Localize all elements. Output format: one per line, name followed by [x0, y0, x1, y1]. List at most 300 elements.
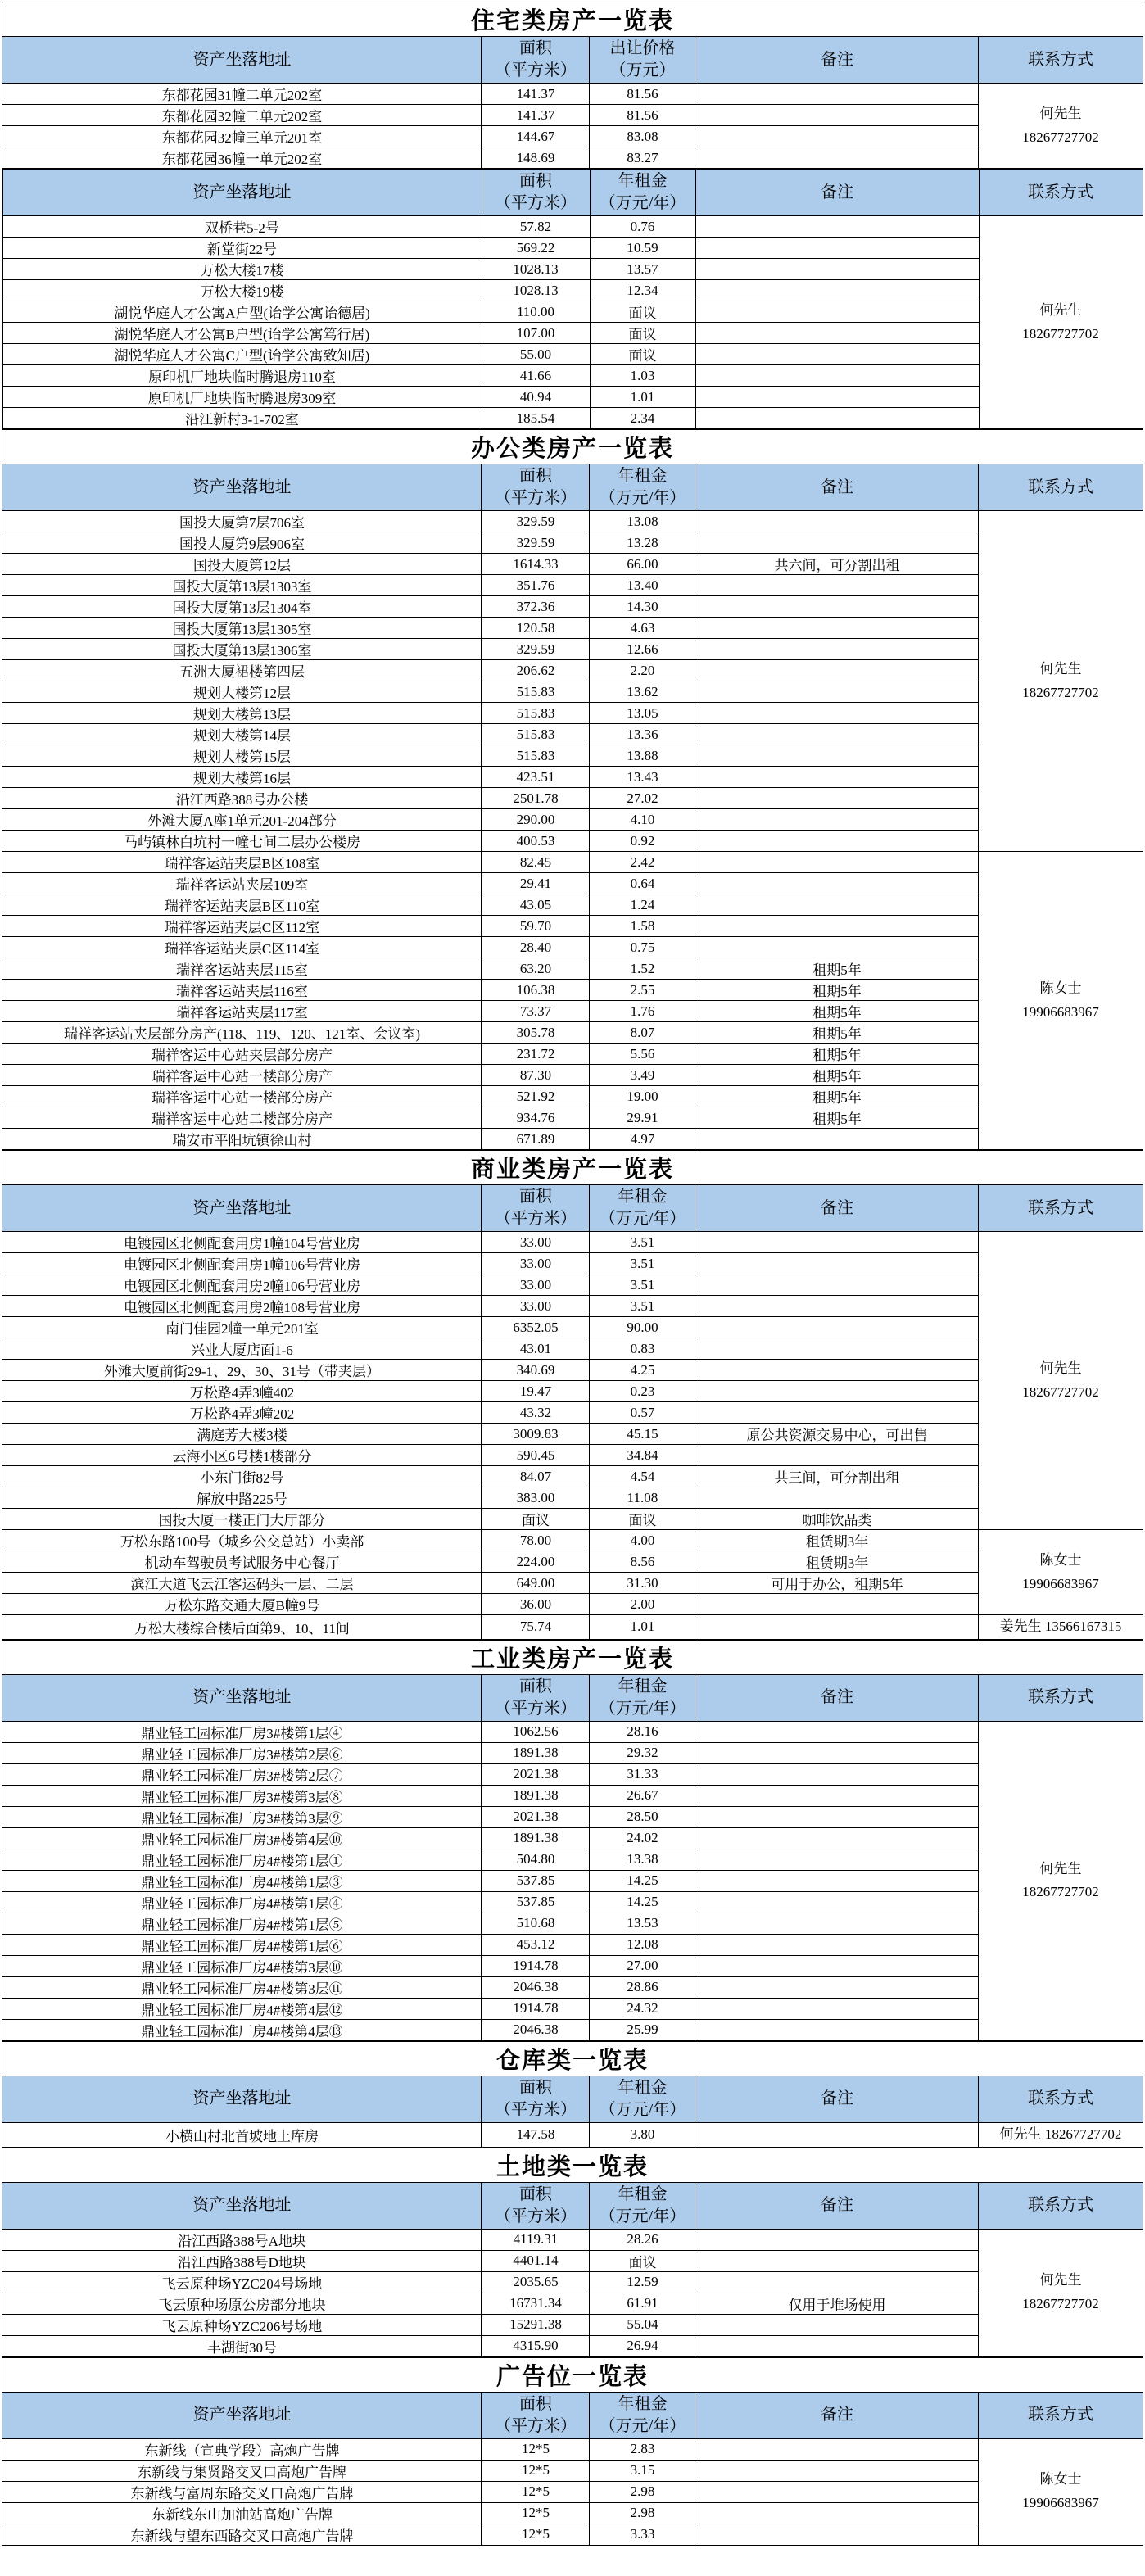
- col-header-contact: 联系方式: [979, 2182, 1143, 2229]
- rent-cell: 13.05: [590, 703, 695, 724]
- area-cell: 2501.78: [482, 788, 590, 809]
- area-cell: 423.51: [482, 767, 590, 788]
- col-header-price-line2: （万元/年）: [599, 2100, 686, 2119]
- remark-cell: [695, 1274, 979, 1296]
- remark-cell: [695, 575, 979, 596]
- area-cell: 206.62: [482, 660, 590, 681]
- remark-cell: [695, 937, 979, 958]
- address-cell: 瑞祥客运站夹层部分房产(118、119、120、121室、会议室): [2, 1022, 482, 1044]
- rent-cell: 31.33: [590, 1763, 695, 1785]
- address-cell: 规划大楼第16层: [2, 767, 482, 788]
- rent-cell: 面议: [590, 2250, 695, 2271]
- remark-cell: 租期5年: [695, 1001, 979, 1022]
- table-row: [2, 724, 1143, 745]
- address-cell: 解放中路225号: [2, 1487, 482, 1509]
- table-row: [2, 1402, 1143, 1424]
- address-cell: 万松路4弄3幢202: [2, 1402, 482, 1424]
- address-cell: 沿江西路388号D地块: [2, 2250, 482, 2271]
- rent-cell: 61.91: [590, 2293, 695, 2314]
- col-header-area-line2: （平方米）: [494, 2207, 577, 2225]
- remark-cell: 租期5年: [695, 1065, 979, 1086]
- rent-cell: 3.51: [590, 1296, 695, 1317]
- contact-cell: [979, 2122, 1143, 2147]
- rent-cell: 0.57: [590, 1402, 695, 1424]
- rent-cell: 12.08: [590, 1934, 695, 1955]
- contact-cell: [979, 2438, 1143, 2545]
- remark-cell: [695, 2229, 979, 2250]
- col-header-remark: 备注: [695, 37, 979, 84]
- table-row: [2, 259, 1143, 280]
- remark-cell: [695, 408, 979, 429]
- table-row: [2, 1998, 1143, 2019]
- remark-cell: 租期5年: [695, 1022, 979, 1044]
- table-row: [2, 2271, 1143, 2293]
- area-cell: 329.59: [482, 511, 590, 532]
- table-row: [2, 1424, 1143, 1445]
- section-title-row: [2, 2148, 1143, 2182]
- table-row: [2, 238, 1143, 259]
- area-cell: 78.00: [482, 1530, 590, 1551]
- address-cell: 国投大厦第7层706室: [2, 511, 482, 532]
- address-cell: 外滩大厦A座1单元201-204部分: [2, 809, 482, 831]
- col-header-price: [590, 2392, 695, 2438]
- area-cell: 185.54: [482, 408, 590, 429]
- area-cell: 面议: [482, 1509, 590, 1530]
- contact-cell: [979, 852, 1143, 1150]
- table-row: [2, 532, 1143, 554]
- area-cell: 144.67: [482, 126, 590, 147]
- header-row: [2, 37, 1143, 84]
- col-header-remark: 备注: [695, 2076, 979, 2122]
- remark-cell: [695, 1870, 979, 1891]
- area-cell: 28.40: [482, 937, 590, 958]
- property-table: [2, 1640, 1143, 2041]
- rent-cell: 0.23: [590, 1381, 695, 1402]
- address-cell: 瑞祥客运站夹层116室: [2, 980, 482, 1001]
- col-header-area-line2: （平方米）: [495, 194, 577, 212]
- area-cell: 2046.38: [482, 2019, 590, 2040]
- contact-name: 陈女士: [1039, 980, 1082, 996]
- col-header-area-line1: 面积: [518, 2394, 552, 2413]
- contact-name: 何先生: [1039, 301, 1082, 318]
- area-cell: 671.89: [482, 1129, 590, 1150]
- table-row: [2, 1742, 1143, 1763]
- rent-cell: 4.63: [590, 618, 695, 639]
- area-cell: 36.00: [482, 1594, 590, 1615]
- remark-cell: [695, 2481, 979, 2502]
- address-cell: 电镀园区北侧配套用房2幢108号营业房: [2, 1296, 482, 1317]
- col-header-address: 资产坐落地址: [2, 2392, 482, 2438]
- address-cell: 国投大厦第13层1304室: [2, 596, 482, 618]
- remark-cell: 租期5年: [695, 1044, 979, 1065]
- address-cell: 瑞祥客运中心站二楼部分房产: [2, 1107, 482, 1129]
- area-cell: 1914.78: [482, 1998, 590, 2019]
- address-cell: 瑞祥客运中心站一楼部分房产: [2, 1065, 482, 1086]
- table-row: [2, 596, 1143, 618]
- table-row: [2, 1806, 1143, 1827]
- remark-cell: [695, 301, 979, 323]
- section-title: 工业类房产一览表: [2, 1640, 1143, 1674]
- col-header-price: [590, 170, 695, 216]
- col-header-area: [482, 1185, 590, 1232]
- col-header-area-line2: （平方米）: [494, 489, 577, 507]
- table-row: [2, 831, 1143, 852]
- remark-cell: [695, 1402, 979, 1424]
- remark-cell: 租赁期3年: [695, 1530, 979, 1551]
- col-header-area: [482, 1674, 590, 1721]
- area-cell: 107.00: [482, 323, 590, 344]
- col-header-area-line1: 面积: [518, 467, 552, 485]
- address-cell: 规划大楼第14层: [2, 724, 482, 745]
- rent-cell: 81.56: [590, 105, 695, 126]
- remark-cell: [695, 387, 979, 408]
- table-row: [2, 1274, 1143, 1296]
- address-cell: 东都花园36幢一单元202室: [2, 147, 482, 169]
- table-row: [2, 767, 1143, 788]
- remark-cell: [695, 703, 979, 724]
- address-cell: 国投大厦第13层1303室: [2, 575, 482, 596]
- area-cell: 55.00: [482, 344, 590, 365]
- col-header-remark: 备注: [695, 2392, 979, 2438]
- rent-cell: 0.83: [590, 1338, 695, 1360]
- remark-cell: [695, 365, 979, 387]
- contact-cell: [979, 1615, 1143, 1640]
- table-row: [2, 1615, 1143, 1640]
- table-row: [2, 2250, 1143, 2271]
- address-cell: 万松路4弄3幢402: [2, 1381, 482, 1402]
- area-cell: 569.22: [482, 238, 590, 259]
- rent-cell: 13.28: [590, 532, 695, 554]
- col-header-area-line2: （平方米）: [494, 2100, 577, 2119]
- rent-cell: 0.64: [590, 873, 695, 894]
- rent-cell: 13.43: [590, 767, 695, 788]
- col-header-remark: 备注: [695, 1674, 979, 1721]
- address-cell: 瑞祥客运站夹层115室: [2, 958, 482, 980]
- remark-cell: [695, 873, 979, 894]
- col-header-price: [590, 1674, 695, 1721]
- col-header-area: [482, 2182, 590, 2229]
- rent-cell: 1.52: [590, 958, 695, 980]
- col-header-contact: 联系方式: [979, 2076, 1143, 2122]
- area-cell: 224.00: [482, 1551, 590, 1573]
- address-cell: 规划大楼第12层: [2, 681, 482, 703]
- address-cell: 东都花园32幢三单元201室: [2, 126, 482, 147]
- area-cell: 2021.38: [482, 1806, 590, 1827]
- col-header-address: 资产坐落地址: [2, 1674, 482, 1721]
- address-cell: 新堂街22号: [2, 238, 482, 259]
- address-cell: 瑞祥客运中心站夹层部分房产: [2, 1044, 482, 1065]
- area-cell: 515.83: [482, 681, 590, 703]
- section-title: 土地类一览表: [2, 2148, 1143, 2182]
- address-cell: 鼎业轻工园标准厂房3#楼第2层⑥: [2, 1742, 482, 1763]
- col-header-contact: 联系方式: [979, 1674, 1143, 1721]
- address-cell: 瑞祥客运站夹层B区110室: [2, 894, 482, 916]
- area-cell: 33.00: [482, 1296, 590, 1317]
- col-header-address: 资产坐落地址: [2, 2076, 482, 2122]
- area-cell: 59.70: [482, 916, 590, 937]
- table-row: [2, 1913, 1143, 1934]
- remark-cell: [695, 1742, 979, 1763]
- remark-cell: 租期5年: [695, 958, 979, 980]
- header-row: [2, 2182, 1143, 2229]
- address-cell: 云海小区6号楼1楼部分: [2, 1445, 482, 1466]
- col-header-remark: 备注: [695, 1185, 979, 1232]
- area-cell: 329.59: [482, 639, 590, 660]
- header-row: [2, 464, 1143, 511]
- rent-cell: 24.32: [590, 1998, 695, 2019]
- property-table: [2, 429, 1143, 1150]
- area-cell: 43.05: [482, 894, 590, 916]
- rent-cell: 面议: [590, 344, 695, 365]
- address-cell: 满庭芳大楼3楼: [2, 1424, 482, 1445]
- property-table: [2, 1150, 1143, 1640]
- table-row: [2, 894, 1143, 916]
- rent-cell: 34.84: [590, 1445, 695, 1466]
- table-row: [2, 2524, 1143, 2545]
- contact-cell: [979, 2229, 1143, 2356]
- remark-cell: [695, 1934, 979, 1955]
- rent-cell: 28.50: [590, 1806, 695, 1827]
- contact-cell: [979, 1232, 1143, 1530]
- contact-phone: 18267727702: [1022, 325, 1099, 342]
- table-row: [2, 1849, 1143, 1870]
- address-cell: 瑞祥客运站夹层C区112室: [2, 916, 482, 937]
- table-row: [2, 809, 1143, 831]
- address-cell: 国投大厦第13层1305室: [2, 618, 482, 639]
- property-table: [2, 2, 1143, 169]
- address-cell: 东新线（宣典学段）高炮广告牌: [2, 2438, 482, 2460]
- property-table: [2, 169, 1143, 429]
- rent-cell: 13.57: [590, 259, 695, 280]
- area-cell: 12*5: [482, 2524, 590, 2545]
- area-cell: 29.41: [482, 873, 590, 894]
- address-cell: 电镀园区北侧配套用房2幢106号营业房: [2, 1274, 482, 1296]
- col-header-price-line1: 年租金: [618, 2394, 668, 2413]
- remark-cell: [695, 788, 979, 809]
- col-header-price: [590, 2182, 695, 2229]
- area-cell: 1891.38: [482, 1742, 590, 1763]
- contact-phone: 18267727702: [1022, 2296, 1099, 2312]
- section-title-row: [2, 1640, 1143, 1674]
- property-table: [2, 2357, 1143, 2546]
- col-header-price-line1: 年租金: [618, 2184, 668, 2203]
- address-cell: 规划大楼第13层: [2, 703, 482, 724]
- section-title: 仓库类一览表: [2, 2041, 1143, 2076]
- address-cell: 东都花园31幢二单元202室: [2, 84, 482, 105]
- col-header-price-line1: 年租金: [618, 1677, 668, 1695]
- address-cell: 机动车驾驶员考试服务中心餐厅: [2, 1551, 482, 1573]
- table-row: [2, 2481, 1143, 2502]
- rent-cell: 3.51: [590, 1232, 695, 1253]
- remark-cell: [695, 2524, 979, 2545]
- area-cell: 141.37: [482, 84, 590, 105]
- remark-cell: [695, 1955, 979, 1976]
- table-row: [2, 873, 1143, 894]
- remark-cell: [695, 1763, 979, 1785]
- remark-cell: [695, 724, 979, 745]
- remark-cell: [695, 681, 979, 703]
- rent-cell: 13.38: [590, 1849, 695, 1870]
- address-cell: 规划大楼第15层: [2, 745, 482, 767]
- remark-cell: 可用于办公，租期5年: [695, 1573, 979, 1594]
- area-cell: 73.37: [482, 1001, 590, 1022]
- remark-cell: [695, 1998, 979, 2019]
- area-cell: 329.59: [482, 532, 590, 554]
- remark-cell: [695, 2502, 979, 2524]
- rent-cell: 3.33: [590, 2524, 695, 2545]
- address-cell: 东新线与望东西路交叉口高炮广告牌: [2, 2524, 482, 2545]
- section-title-row: [2, 2041, 1143, 2076]
- area-cell: 504.80: [482, 1849, 590, 1870]
- address-cell: 东新线东山加油站高炮广告牌: [2, 2502, 482, 2524]
- remark-cell: [695, 1487, 979, 1509]
- header-row: [2, 1674, 1143, 1721]
- rent-cell: 4.97: [590, 1129, 695, 1150]
- col-header-price-line2: （万元）: [609, 61, 676, 79]
- area-cell: 2021.38: [482, 1763, 590, 1785]
- remark-cell: [695, 2335, 979, 2356]
- rent-cell: 2.55: [590, 980, 695, 1001]
- area-cell: 33.00: [482, 1274, 590, 1296]
- rent-cell: 13.53: [590, 1913, 695, 1934]
- rent-cell: 45.15: [590, 1424, 695, 1445]
- remark-cell: 租期5年: [695, 1086, 979, 1107]
- rent-cell: 面议: [590, 323, 695, 344]
- table-row: [2, 1296, 1143, 1317]
- remark-cell: [695, 831, 979, 852]
- col-header-address: 资产坐落地址: [2, 2182, 482, 2229]
- remark-cell: [695, 618, 979, 639]
- col-header-contact: 联系方式: [979, 464, 1143, 511]
- rent-cell: 27.00: [590, 1955, 695, 1976]
- col-header-price-line1: 年租金: [618, 1188, 668, 1206]
- remark-cell: [695, 894, 979, 916]
- table-row: [2, 1022, 1143, 1044]
- address-cell: 电镀园区北侧配套用房1幢104号营业房: [2, 1232, 482, 1253]
- contact-phone: 19906683967: [1022, 2495, 1099, 2511]
- address-cell: 瑞祥客运站夹层B区108室: [2, 852, 482, 873]
- area-cell: 12*5: [482, 2460, 590, 2481]
- contact-cell: [979, 216, 1143, 429]
- section-title: 商业类房产一览表: [2, 1151, 1143, 1185]
- rent-cell: 83.08: [590, 126, 695, 147]
- rent-cell: 1.03: [590, 365, 695, 387]
- rent-cell: 4.54: [590, 1466, 695, 1487]
- rent-cell: 1.01: [590, 387, 695, 408]
- property-table: [2, 2148, 1143, 2357]
- col-header-contact: 联系方式: [979, 2392, 1143, 2438]
- address-cell: 湖悦华庭人才公寓A户型(诒学公寓诒德居): [2, 301, 482, 323]
- address-cell: 国投大厦第12层: [2, 554, 482, 575]
- remark-cell: [695, 147, 979, 169]
- rent-cell: 13.36: [590, 724, 695, 745]
- remark-cell: [695, 2250, 979, 2271]
- col-header-remark: 备注: [695, 464, 979, 511]
- remark-cell: 共六间，可分割出租: [695, 554, 979, 575]
- address-cell: 瑞祥客运站夹层109室: [2, 873, 482, 894]
- remark-cell: [695, 2271, 979, 2293]
- address-cell: 鼎业轻工园标准厂房4#楼第1层③: [2, 1870, 482, 1891]
- table-row: [2, 958, 1143, 980]
- area-cell: 1891.38: [482, 1827, 590, 1849]
- area-cell: 537.85: [482, 1870, 590, 1891]
- area-cell: 19.47: [482, 1381, 590, 1402]
- remark-cell: [695, 916, 979, 937]
- area-cell: 4401.14: [482, 2250, 590, 2271]
- table-row: [2, 1381, 1143, 1402]
- table-row: [2, 1044, 1143, 1065]
- rent-cell: 12.34: [590, 280, 695, 301]
- rent-cell: 11.08: [590, 1487, 695, 1509]
- rent-cell: 55.04: [590, 2314, 695, 2335]
- area-cell: 84.07: [482, 1466, 590, 1487]
- col-header-area-line1: 面积: [518, 1188, 552, 1206]
- table-row: [2, 1530, 1143, 1551]
- col-header-price-line2: （万元/年）: [599, 1699, 686, 1718]
- contact-cell: [979, 1530, 1143, 1615]
- contact-name: 姜先生 13566167315: [999, 1618, 1122, 1634]
- remark-cell: [695, 105, 979, 126]
- rent-cell: 13.62: [590, 681, 695, 703]
- col-header-area-line1: 面积: [518, 39, 552, 57]
- remark-cell: [695, 767, 979, 788]
- col-header-address: 资产坐落地址: [2, 170, 482, 216]
- table-row: [2, 2122, 1143, 2147]
- address-cell: 外滩大厦前街29-1、29、30、31号（带夹层）: [2, 1360, 482, 1381]
- address-cell: 兴业大厦店面1-6: [2, 1338, 482, 1360]
- area-cell: 12*5: [482, 2438, 590, 2460]
- contact-name: 何先生: [1039, 660, 1082, 677]
- remark-cell: [695, 2460, 979, 2481]
- remark-cell: [695, 660, 979, 681]
- area-cell: 1062.56: [482, 1721, 590, 1742]
- col-header-price-line2: （万元/年）: [599, 489, 686, 507]
- rent-cell: 0.76: [590, 216, 695, 238]
- contact-name: 何先生: [1039, 1360, 1082, 1376]
- rent-cell: 3.80: [590, 2122, 695, 2147]
- col-header-price: [590, 464, 695, 511]
- address-cell: 万松大楼17楼: [2, 259, 482, 280]
- rent-cell: 10.59: [590, 238, 695, 259]
- address-cell: 沿江西路388号办公楼: [2, 788, 482, 809]
- table-row: [2, 1253, 1143, 1274]
- col-header-contact: 联系方式: [979, 1185, 1143, 1232]
- table-row: [2, 937, 1143, 958]
- col-header-price: [590, 37, 695, 84]
- rent-cell: 29.91: [590, 1107, 695, 1129]
- area-cell: 148.69: [482, 147, 590, 169]
- rent-cell: 19.00: [590, 1086, 695, 1107]
- table-row: [2, 1870, 1143, 1891]
- rent-cell: 4.10: [590, 809, 695, 831]
- rent-cell: 0.92: [590, 831, 695, 852]
- table-row: [2, 216, 1143, 238]
- table-row: [2, 554, 1143, 575]
- col-header-price-line1: 年租金: [618, 2078, 668, 2097]
- address-cell: 鼎业轻工园标准厂房4#楼第3层⑩: [2, 1955, 482, 1976]
- rent-cell: 8.56: [590, 1551, 695, 1573]
- remark-cell: [695, 1913, 979, 1934]
- address-cell: 鼎业轻工园标准厂房3#楼第4层⑩: [2, 1827, 482, 1849]
- address-cell: 鼎业轻工园标准厂房4#楼第1层⑥: [2, 1934, 482, 1955]
- area-cell: 82.45: [482, 852, 590, 873]
- area-cell: 4315.90: [482, 2335, 590, 2356]
- col-header-price-line1: 出让价格: [609, 39, 676, 57]
- remark-cell: [695, 1253, 979, 1274]
- table-row: [2, 1001, 1143, 1022]
- address-cell: 国投大厦一楼正门大厅部分: [2, 1509, 482, 1530]
- area-cell: 400.53: [482, 831, 590, 852]
